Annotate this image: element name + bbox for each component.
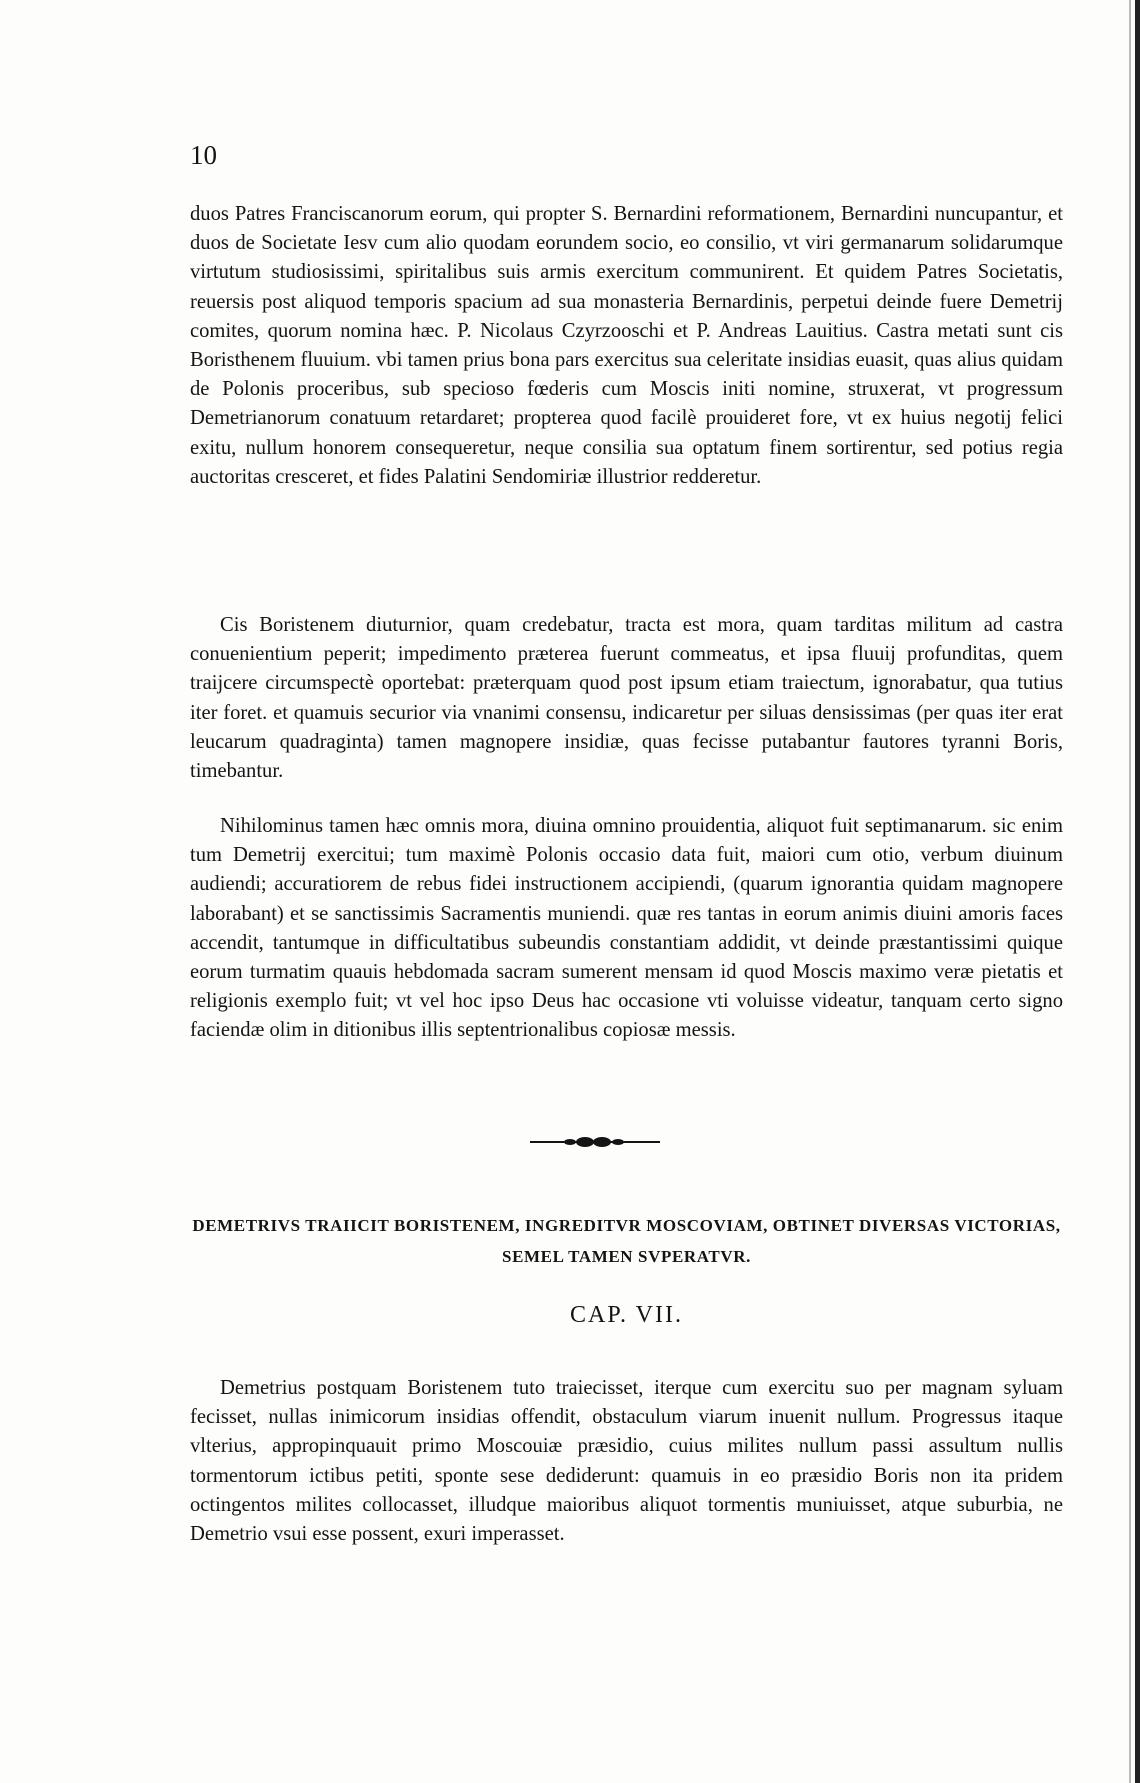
paragraph-2-text: Cis Boristenem diuturnior, quam credebatur, tracta est mora, quam tarditas militum ad castra conuenientium peperit; impedimento præterea fuerunt commeatus, et ipsa fluuij profunditas, quem traijcere circumspectè oportebat: præterquam quod post ipsum etiam traiectum, ignorabatur, qua tutius iter foret. et quamuis securior via vnanimi consensu, indicaretur per siluas densissimas (per quas iter erat leucarum quadraginta) tamen magnopere insidiæ, quas fecisse putabantur fautores tyranni Boris, timebantur. (190, 614, 1063, 783)
chapter-paragraph-text: Demetrius postquam Boristenem tuto traiecisset, iterque cum exercitu suo per magnam syluam fecisset, nullas inimicorum insidias offendit, obstaculum viarum inuenit nullum. Progressus itaque vlterius, appropinquauit primo Moscouiæ præsidio, cuius milites nullum passi assultum nullis tormentorum ictibus petiti, sponte sese dediderunt: quamuis in eo præsidio Boris non ita pridem octingentos milites collocasset, illudque maioribus aliquot tormentis muniuisset, atque suburbia, ne Demetrio vsui esse possent, exuri imperasset. (190, 1377, 1063, 1546)
section-divider-ornament (530, 1135, 660, 1149)
page-edge-line (1129, 0, 1131, 1783)
chapter-number: CAP. VII. (570, 1302, 683, 1328)
page-edge (1135, 0, 1140, 1783)
paragraph-1-text: duos Patres Franciscanorum eorum, qui propter S. Bernardini reformationem, Bernardini nuncupantur, et duos de Societate Iesv cum alio quodam eorundem socio, eo consilio, vt viri germanarum solidarumque virtutum studiosissimi, spiritalibus suis armis exercitum communirent. Et quidem Patres Societatis, reuersis post aliquod temporis spacium ad sua monasteria Bernardinis, perpetui deinde fuere Demetrij comites, quorum nomina hæc. P. Nicolaus Czyrzooschi et P. Andreas Lauitius. Castra metati sunt cis Boristhenem fluuium. vbi tamen prius bona pars exercitus sua celeritate insidias euasit, quas alius quidam de Polonis proceribus, sub specioso fœderis cum Moscis initi nomine, struxerat, vt progressum Demetrianorum conatuum retardaret; propterea quod facilè prouideret fore, vt ex huius negotij felici exitu, nullum honorem consequeretur, neque consilia sua optatum finem sortirentur, sed potius regia auctoritas cresceret, et fides Palatini Sendomiriæ illustrior redderetur. (190, 203, 1063, 488)
paragraph-3 (190, 812, 1063, 1046)
chapter-heading: DEMETRIVS TRAIICIT BORISTENEM, INGREDITVR MOSCOVIAM, OBTINET DIVERSAS VICTORIAS, SEMEL TAMEN SVPERATVR. (192, 1216, 1061, 1266)
paragraph-2 (190, 611, 1063, 786)
paragraph-1 (190, 200, 1063, 492)
chapter-paragraph (190, 1374, 1063, 1549)
paragraph-3-text: Nihilominus tamen hæc omnis mora, diuina omnino prouidentia, aliquot fuit septimanarum. sic enim tum Demetrij exercitui; tum maximè Polonis occasio data fuit, maiori cum otio, verbum diuinum audiendi; accuratiorem de rebus fidei instructionem accipiendi, (quarum ignorantia quidam magnopere laborabant) et se sanctissimis Sacramentis muniendi. quæ res tantas in eorum animis diuini amoris faces accendit, tantumque in difficultatibus subeundis constantiam addidit, vt deinde præstantissimi quique eorum turmatim quauis hebdomada sacram sumerent mensam id quod Moscis maximo veræ pietatis et religionis exemplo fuit; vt vel hoc ipso Deus hac occasione vti voluisse videatur, tanquam certo signo faciendæ olim in ditionibus illis septentrionalibus copiosæ messis. (190, 815, 1063, 1042)
page-number: 10 (190, 140, 217, 170)
